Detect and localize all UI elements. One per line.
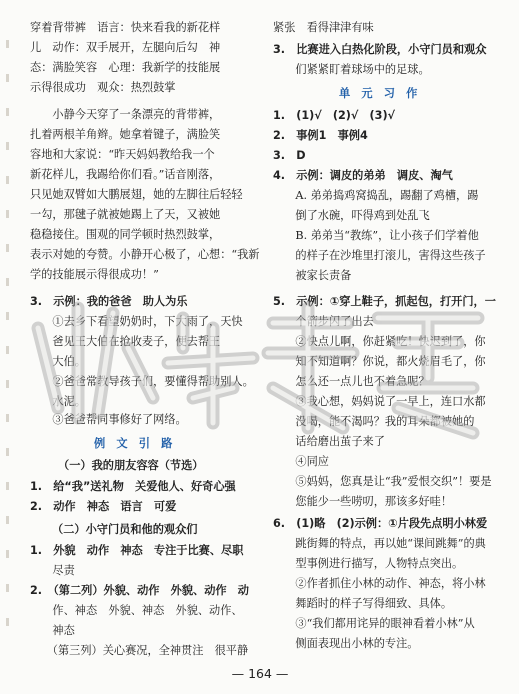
left-text-line: ②爸爸常教导孩子们，要懂得帮助别人。 <box>30 375 254 388</box>
left-text-line: 穿着背带裤 语言：快来看我的新花样 <box>30 21 221 34</box>
right-text-line: 倒了水碗，吓得鸡到处乱飞 <box>273 209 430 222</box>
right-text-line: 被家长责备 <box>273 269 352 282</box>
left-text-line: 2. 动作 神态 语言 可爱 <box>30 500 177 513</box>
left-text-line: 示得很成功 观众：热烈鼓掌 <box>30 81 176 94</box>
binding-mark <box>6 176 9 184</box>
right-text-line: B. 弟弟当“教练”，让小孩子们学着他 <box>273 229 479 242</box>
binding-mark <box>6 448 9 456</box>
left-text-line: 作、神态 外貌、神态 外貌、动作、 <box>30 604 243 617</box>
right-text-line: 4. 示例：调皮的弟弟 调皮、淘气 <box>273 169 453 182</box>
right-text-line: 3. 比赛进入白热化阶段，小守门员和观众 <box>273 43 487 56</box>
right-text-line: ②快点儿啊，你赶紧吃！快迟到了，你 <box>273 335 486 348</box>
binding-mark <box>6 40 9 48</box>
right-text-line: 知不知道啊？你说，都火烧眉毛了，你 <box>273 355 486 368</box>
left-text-line: 态：满脸笑容 心理：我新学的技能展 <box>30 61 221 74</box>
left-text-line: 表示对她的夸赞。小静开心极了，心想：“我新 <box>30 248 260 261</box>
left-text-line: （第三列）关心赛况，全神贯注 很平静 <box>30 644 249 657</box>
binding-mark <box>6 584 9 592</box>
left-text-line: 只见她双臂如大鹏展翅，她的左脚往后轻轻 <box>30 188 243 201</box>
left-text-line: 神态 <box>30 624 75 637</box>
binding-mark <box>6 380 9 388</box>
binding-mark <box>6 244 9 252</box>
left-text-line: （一）我的朋友容容（节选） <box>58 459 204 472</box>
right-text-line: ⑤妈妈，您真是让“我”爱恨交织”！要是 <box>273 475 492 488</box>
left-text-line: ③爸爸帮同事修好了网络。 <box>30 413 187 426</box>
left-text-line: 爸见王大伯在抢收麦子，便去帮王 <box>30 335 221 348</box>
right-text-line: ③“我们都用诧异的眼神看着小林”从 <box>273 617 475 630</box>
right-text-line: 侧面表现出小林的专注。 <box>273 637 419 650</box>
right-text-line: 的样子在沙堆里打滚儿，害得这些孩子 <box>273 249 486 262</box>
left-text-line: 新花样儿，我踢给你们看。”话音刚落， <box>30 168 221 181</box>
binding-mark <box>6 516 9 524</box>
left-text-line: 2. （第二列）外貌、动作 外貌、动作 动 <box>30 584 249 597</box>
right-text-line: 3. D <box>273 149 306 162</box>
left-text-line: 尽责 <box>30 564 75 577</box>
right-text-line: 没喝，能不渴吗？我的耳朵都被她的 <box>273 415 475 428</box>
left-text-line: 例 文 引 路 <box>94 437 173 450</box>
binding-mark <box>6 414 9 422</box>
right-text-line: 5. 示例：①穿上鞋子，抓起包，打开门，一 <box>273 295 496 308</box>
left-text-line: 一勾，那毽子就被她踢上了天，又被她 <box>30 208 221 221</box>
right-text-line: 您能少一些唠叨，那该多好哇！ <box>273 495 453 508</box>
left-text-line: 大伯。 <box>30 355 86 368</box>
right-text-line: 个箭步闪了出去 <box>273 315 374 328</box>
binding-mark <box>6 210 9 218</box>
binding-mark <box>6 108 9 116</box>
binding-mark <box>6 618 9 626</box>
left-text-line: 扎着两根羊角辫。她拿着键子，满脸笑 <box>30 128 221 141</box>
left-text-line: 儿 动作：双手展开，左腿向后勾 神 <box>30 41 221 54</box>
binding-edge <box>6 40 9 660</box>
right-text-line: 舞蹈时的样子写得细致、具体。 <box>273 597 453 610</box>
right-text-line: 型事例进行描写，人物特点突出。 <box>273 557 464 570</box>
binding-mark <box>6 550 9 558</box>
right-text-line: 1. (1)√ (2)√ (3)√ <box>273 109 396 122</box>
right-text-line: ③我心想，妈妈说了一早上，连口水都 <box>273 395 486 408</box>
page-number: — 164 — <box>231 666 289 681</box>
right-text-line: 们紧紧盯着球场中的足球。 <box>273 63 430 76</box>
right-text-line: 跳街舞的特点，再以她“课间跳舞”的典 <box>273 537 486 550</box>
left-text-line: 1. 外貌 动作 神态 专注于比赛、尽职 <box>30 544 244 557</box>
binding-mark <box>6 142 9 150</box>
right-text-line: ②作者抓住小林的动作、神态，将小林 <box>273 577 486 590</box>
right-text-line: ④同应 <box>273 455 329 468</box>
binding-mark <box>6 74 9 82</box>
left-text-line: 1. 给“我”送礼物 关爱他人、好奇心强 <box>30 480 236 493</box>
left-text-line: 小静今天穿了一条漂亮的背带裤， <box>30 108 221 121</box>
right-text-line: 话给磨出茧子来了 <box>273 435 385 448</box>
right-text-line: 紧张 看得津津有味 <box>273 21 374 34</box>
right-text-line: 单 元 习 作 <box>339 87 418 100</box>
left-text-line: ①去乡下看望奶奶时，下大雨了，天快 <box>30 315 243 328</box>
left-text-line: 稳稳接住。围观的同学顿时热烈鼓掌， <box>30 228 221 241</box>
binding-mark <box>6 482 9 490</box>
right-text-line: 6. (1)略 (2)示例：①片段先点明小林爱 <box>273 517 488 530</box>
left-text-line: 容地和大家说：“昨天妈妈教给我一个 <box>30 148 215 161</box>
right-text-line: A. 弟弟捣鸡窝捣乱，踢翻了鸡槽，踢 <box>273 189 479 202</box>
left-text-line: 学的技能展示得很成功！” <box>30 268 159 281</box>
left-text-line: 3. 示例：我的爸爸 助人为乐 <box>30 295 188 308</box>
left-text-line: （二）小守门员和他的观众们 <box>52 523 198 536</box>
binding-mark <box>6 346 9 354</box>
binding-mark <box>6 312 9 320</box>
right-text-line: 怎么还一点儿也不着急呢？ <box>273 375 430 388</box>
binding-mark <box>6 278 9 286</box>
right-text-line: 2. 事例1 事例4 <box>273 129 368 142</box>
left-text-line: 水泥。 <box>30 395 86 408</box>
